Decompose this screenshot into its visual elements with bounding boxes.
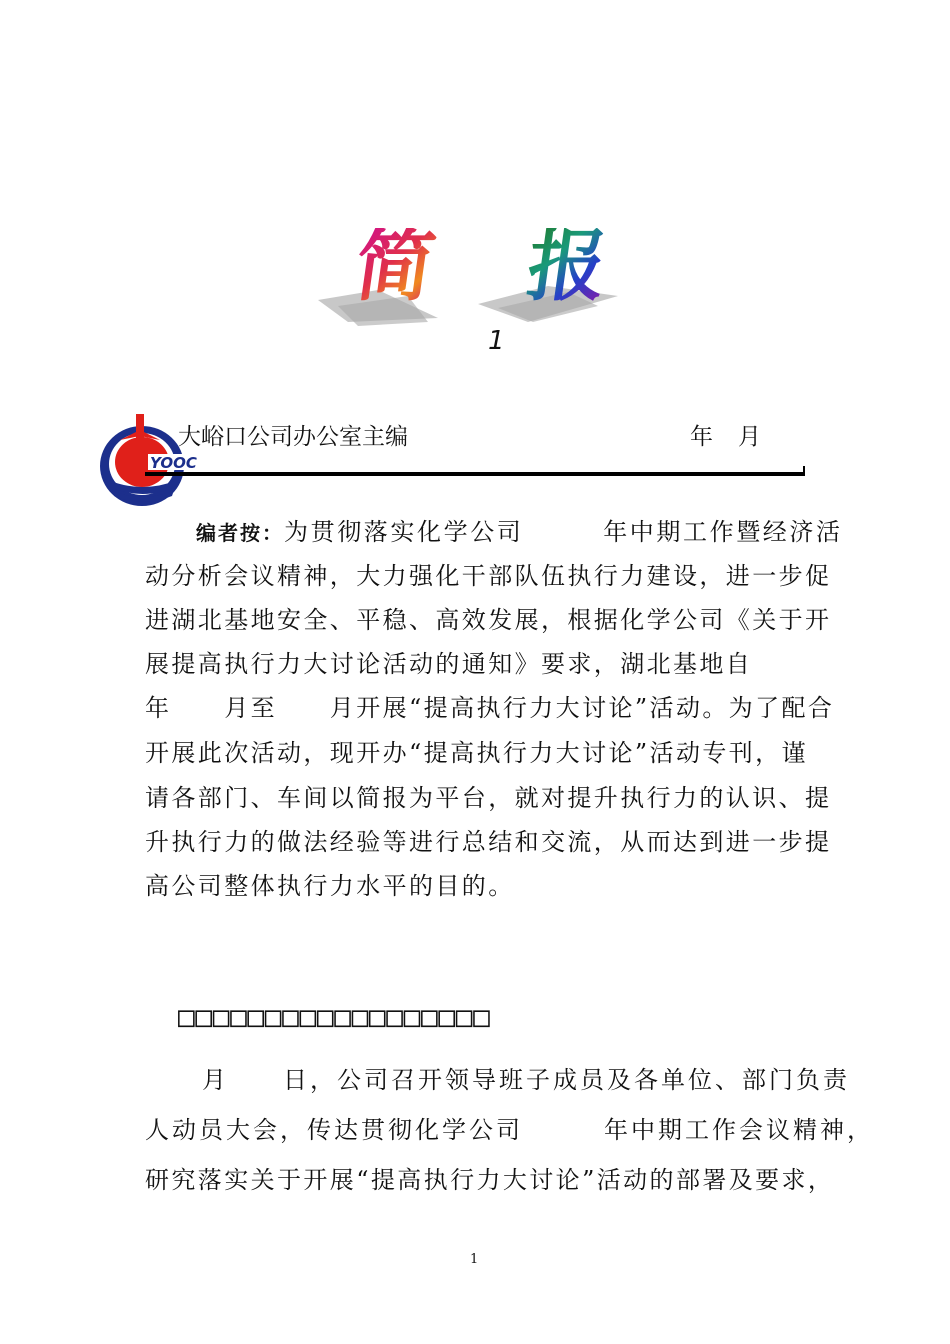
masthead-title — [318, 222, 648, 332]
header-divider — [145, 472, 805, 476]
section-heading: □□□□□□□□□□□□□□□□□□ — [178, 1000, 491, 1033]
editor-note-line-4: 展提高执行力大讨论活动的通知》要求，湖北基地自 — [145, 650, 753, 678]
page-number: 1 — [470, 1252, 479, 1267]
date-year-label: 年 — [690, 424, 713, 450]
section-line-3: 研究落实关于开展“提高执行力大讨论”活动的部署及要求， — [145, 1166, 835, 1194]
title-char-jian: 简 — [349, 222, 441, 312]
editor-note-label: 编者按： — [196, 521, 284, 545]
section-line-1: 月 日，公司召开领导班子成员及各单位、部门负责 — [175, 1066, 850, 1094]
logo-text: YOOC — [150, 454, 197, 472]
section-line-2: 人动员大会，传达贯彻化学公司 年中期工作会议精神， — [145, 1116, 874, 1144]
editor-note-text-1: 为贯彻落实化学公司 年中期工作暨经济活 — [284, 518, 843, 546]
title-char-bao: 报 — [521, 222, 613, 312]
editor-note-line-3: 进湖北基地安全、平稳、高效发展，根据化学公司《关于开 — [145, 606, 832, 634]
header-divider-tick — [803, 466, 805, 476]
editor-note-line-5: 年 月至 月开展“提高执行力大讨论”活动。为了配合 — [145, 694, 835, 722]
editor-note-line-8: 升执行力的做法经验等进行总结和交流，从而达到进一步提 — [145, 828, 832, 856]
editor-note-line-9: 高公司整体执行力水平的目的。 — [145, 872, 515, 900]
editor-note-line-1 — [196, 512, 843, 547]
date-month-label: 月 — [738, 424, 761, 450]
issue-number: 1 — [488, 326, 505, 356]
editor-credit: 大峪口公司办公室主编 — [178, 424, 408, 450]
editor-note-line-6: 开展此次活动，现开办“提高执行力大讨论”活动专刊，谨 — [145, 739, 808, 767]
editor-note-line-7: 请各部门、车间以简报为平台，就对提升执行力的认识、提 — [145, 784, 832, 812]
editor-note-line-2: 动分析会议精神，大力强化干部队伍执行力建设，进一步促 — [145, 562, 832, 590]
